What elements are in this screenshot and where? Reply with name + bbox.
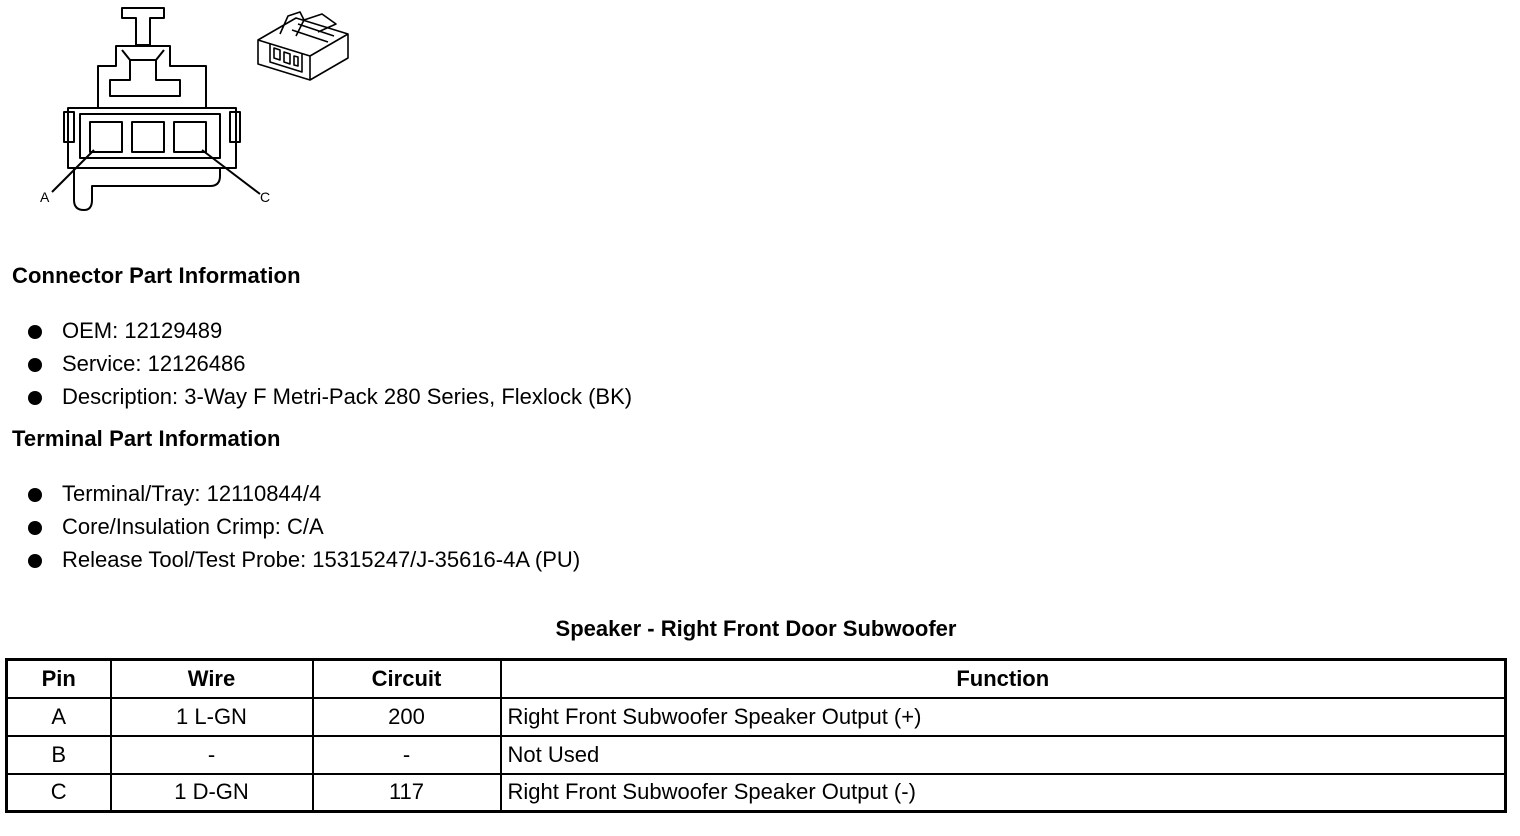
list-item: Terminal/Tray: 12110844/4 xyxy=(28,480,580,513)
cell-wire: 1 L-GN xyxy=(111,698,313,736)
table-title: Speaker - Right Front Door Subwoofer xyxy=(555,616,957,641)
list-item: Service: 12126486 xyxy=(28,350,632,383)
cavity-a xyxy=(90,122,122,152)
table-row xyxy=(7,698,1506,736)
terminal-part-heading: Terminal Part Information xyxy=(12,426,281,451)
cell-pin: C xyxy=(7,774,111,812)
cavity-c xyxy=(174,122,206,152)
list-item: Description: 3-Way F Metri-Pack 280 Series, Flexlock (BK) xyxy=(28,383,632,416)
cell-function: Right Front Subwoofer Speaker Output (+) xyxy=(501,698,1506,736)
cell-circuit: - xyxy=(313,736,501,774)
header-circuit: Circuit xyxy=(313,660,501,698)
pinout-table xyxy=(5,658,1507,813)
header-wire: Wire xyxy=(111,660,313,698)
cell-circuit: 117 xyxy=(313,774,501,812)
cell-function: Not Used xyxy=(501,736,1506,774)
list-item: Core/Insulation Crimp: C/A xyxy=(28,513,580,546)
connector-isometric-sketch xyxy=(252,4,352,82)
terminal-part-list xyxy=(28,480,580,579)
header-pin: Pin xyxy=(7,660,111,698)
pin-label-c: C xyxy=(260,189,271,205)
table-row xyxy=(7,774,1506,812)
table-row xyxy=(7,736,1506,774)
cavity-b xyxy=(132,122,164,152)
cell-pin: A xyxy=(7,698,111,736)
list-item: OEM: 12129489 xyxy=(28,317,632,350)
cell-pin: B xyxy=(7,736,111,774)
connector-part-list xyxy=(28,317,632,416)
cell-function: Right Front Subwoofer Speaker Output (-) xyxy=(501,774,1506,812)
cell-wire: 1 D-GN xyxy=(111,774,313,812)
pin-label-a: A xyxy=(40,189,50,205)
connector-part-heading: Connector Part Information xyxy=(12,263,301,288)
header-function: Function xyxy=(501,660,1506,698)
cell-wire: - xyxy=(111,736,313,774)
cell-circuit: 200 xyxy=(313,698,501,736)
list-item: Release Tool/Test Probe: 15315247/J-35616-4A (PU) xyxy=(28,546,580,579)
connector-face-diagram xyxy=(30,0,290,215)
table-header-row xyxy=(7,660,1506,698)
